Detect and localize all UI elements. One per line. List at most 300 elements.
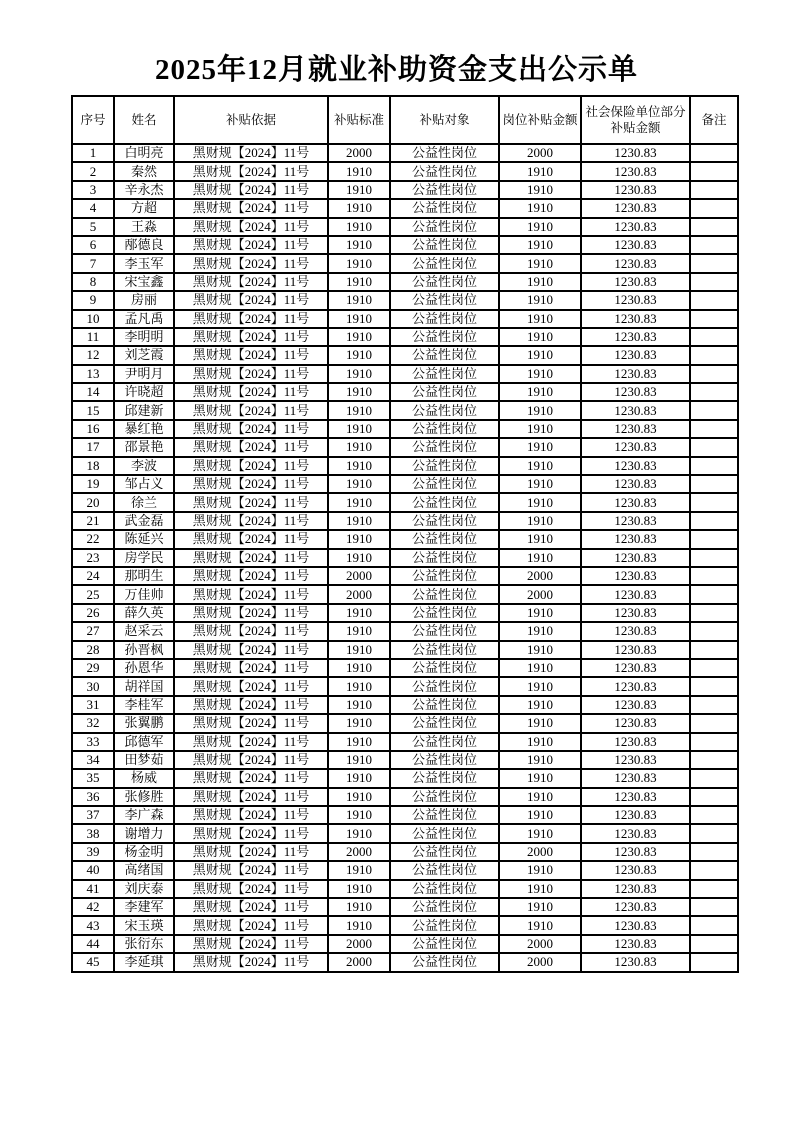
cell-standard: 1910 xyxy=(328,254,390,272)
cell-name: 房丽 xyxy=(114,291,174,309)
cell-target: 公益性岗位 xyxy=(390,254,499,272)
cell-basis: 黑财规【2024】11号 xyxy=(174,806,328,824)
cell-standard: 1910 xyxy=(328,714,390,732)
table-row xyxy=(72,916,738,934)
cell-standard: 1910 xyxy=(328,641,390,659)
cell-standard: 1910 xyxy=(328,751,390,769)
cell-index: 10 xyxy=(72,310,114,328)
cell-remark xyxy=(690,236,738,254)
cell-index: 40 xyxy=(72,861,114,879)
cell-basis: 黑财规【2024】11号 xyxy=(174,291,328,309)
cell-target: 公益性岗位 xyxy=(390,824,499,842)
cell-target: 公益性岗位 xyxy=(390,769,499,787)
cell-post-amount: 1910 xyxy=(499,438,581,456)
cell-index: 7 xyxy=(72,254,114,272)
cell-standard: 1910 xyxy=(328,493,390,511)
cell-basis: 黑财规【2024】11号 xyxy=(174,751,328,769)
table-row xyxy=(72,806,738,824)
cell-index: 1 xyxy=(72,144,114,162)
cell-index: 3 xyxy=(72,181,114,199)
cell-basis: 黑财规【2024】11号 xyxy=(174,420,328,438)
cell-name: 张翼鹏 xyxy=(114,714,174,732)
cell-insurance-amount: 1230.83 xyxy=(581,788,690,806)
cell-insurance-amount: 1230.83 xyxy=(581,457,690,475)
cell-basis: 黑财规【2024】11号 xyxy=(174,549,328,567)
cell-target: 公益性岗位 xyxy=(390,549,499,567)
cell-standard: 1910 xyxy=(328,916,390,934)
table-row xyxy=(72,254,738,272)
cell-remark xyxy=(690,475,738,493)
cell-basis: 黑财规【2024】11号 xyxy=(174,696,328,714)
cell-basis: 黑财规【2024】11号 xyxy=(174,401,328,419)
table-row xyxy=(72,880,738,898)
cell-name: 李桂军 xyxy=(114,696,174,714)
cell-index: 13 xyxy=(72,365,114,383)
column-header-post-amount: 岗位补贴金额 xyxy=(499,96,581,144)
cell-basis: 黑财规【2024】11号 xyxy=(174,659,328,677)
table-row xyxy=(72,659,738,677)
cell-name: 尹明月 xyxy=(114,365,174,383)
cell-target: 公益性岗位 xyxy=(390,604,499,622)
table-row xyxy=(72,181,738,199)
cell-remark xyxy=(690,530,738,548)
cell-insurance-amount: 1230.83 xyxy=(581,641,690,659)
cell-insurance-amount: 1230.83 xyxy=(581,475,690,493)
cell-post-amount: 1910 xyxy=(499,824,581,842)
cell-insurance-amount: 1230.83 xyxy=(581,585,690,603)
cell-target: 公益性岗位 xyxy=(390,273,499,291)
cell-standard: 1910 xyxy=(328,677,390,695)
cell-insurance-amount: 1230.83 xyxy=(581,420,690,438)
cell-standard: 1910 xyxy=(328,181,390,199)
cell-target: 公益性岗位 xyxy=(390,659,499,677)
cell-index: 12 xyxy=(72,346,114,364)
cell-remark xyxy=(690,512,738,530)
cell-target: 公益性岗位 xyxy=(390,438,499,456)
cell-index: 29 xyxy=(72,659,114,677)
cell-basis: 黑财规【2024】11号 xyxy=(174,328,328,346)
table-row xyxy=(72,310,738,328)
cell-post-amount: 2000 xyxy=(499,585,581,603)
table-row xyxy=(72,236,738,254)
cell-name: 邱建新 xyxy=(114,401,174,419)
cell-post-amount: 1910 xyxy=(499,493,581,511)
table-row xyxy=(72,843,738,861)
cell-remark xyxy=(690,438,738,456)
cell-standard: 1910 xyxy=(328,769,390,787)
cell-basis: 黑财规【2024】11号 xyxy=(174,880,328,898)
cell-standard: 1910 xyxy=(328,236,390,254)
cell-insurance-amount: 1230.83 xyxy=(581,181,690,199)
cell-standard: 1910 xyxy=(328,696,390,714)
cell-index: 37 xyxy=(72,806,114,824)
cell-basis: 黑财规【2024】11号 xyxy=(174,861,328,879)
cell-remark xyxy=(690,401,738,419)
cell-index: 45 xyxy=(72,953,114,971)
table-row xyxy=(72,530,738,548)
cell-post-amount: 1910 xyxy=(499,659,581,677)
cell-name: 武金磊 xyxy=(114,512,174,530)
cell-post-amount: 1910 xyxy=(499,254,581,272)
cell-post-amount: 1910 xyxy=(499,475,581,493)
cell-remark xyxy=(690,714,738,732)
cell-insurance-amount: 1230.83 xyxy=(581,218,690,236)
table-row xyxy=(72,714,738,732)
cell-insurance-amount: 1230.83 xyxy=(581,291,690,309)
cell-post-amount: 1910 xyxy=(499,291,581,309)
column-header-index: 序号 xyxy=(72,96,114,144)
cell-name: 那明生 xyxy=(114,567,174,585)
cell-remark xyxy=(690,144,738,162)
cell-index: 30 xyxy=(72,677,114,695)
cell-post-amount: 1910 xyxy=(499,457,581,475)
cell-remark xyxy=(690,916,738,934)
table-header-row xyxy=(72,96,738,144)
cell-name: 刘庆泰 xyxy=(114,880,174,898)
cell-index: 21 xyxy=(72,512,114,530)
cell-remark xyxy=(690,199,738,217)
cell-target: 公益性岗位 xyxy=(390,162,499,180)
cell-remark xyxy=(690,181,738,199)
cell-insurance-amount: 1230.83 xyxy=(581,659,690,677)
cell-insurance-amount: 1230.83 xyxy=(581,861,690,879)
cell-target: 公益性岗位 xyxy=(390,365,499,383)
cell-post-amount: 1910 xyxy=(499,880,581,898)
cell-name: 杨金明 xyxy=(114,843,174,861)
cell-post-amount: 1910 xyxy=(499,401,581,419)
cell-target: 公益性岗位 xyxy=(390,181,499,199)
table-row xyxy=(72,549,738,567)
cell-post-amount: 2000 xyxy=(499,843,581,861)
cell-post-amount: 1910 xyxy=(499,273,581,291)
cell-basis: 黑财规【2024】11号 xyxy=(174,218,328,236)
cell-post-amount: 1910 xyxy=(499,861,581,879)
cell-post-amount: 1910 xyxy=(499,236,581,254)
cell-index: 27 xyxy=(72,622,114,640)
cell-name: 方超 xyxy=(114,199,174,217)
cell-remark xyxy=(690,254,738,272)
cell-target: 公益性岗位 xyxy=(390,843,499,861)
cell-name: 刘芝霞 xyxy=(114,346,174,364)
table-row xyxy=(72,769,738,787)
table-row xyxy=(72,733,738,751)
cell-name: 邹占义 xyxy=(114,475,174,493)
cell-basis: 黑财规【2024】11号 xyxy=(174,457,328,475)
cell-post-amount: 1910 xyxy=(499,604,581,622)
cell-insurance-amount: 1230.83 xyxy=(581,751,690,769)
cell-standard: 1910 xyxy=(328,824,390,842)
cell-insurance-amount: 1230.83 xyxy=(581,824,690,842)
cell-index: 6 xyxy=(72,236,114,254)
cell-post-amount: 2000 xyxy=(499,567,581,585)
cell-basis: 黑财规【2024】11号 xyxy=(174,475,328,493)
cell-post-amount: 1910 xyxy=(499,181,581,199)
cell-target: 公益性岗位 xyxy=(390,806,499,824)
cell-remark xyxy=(690,383,738,401)
cell-insurance-amount: 1230.83 xyxy=(581,144,690,162)
cell-index: 4 xyxy=(72,199,114,217)
cell-remark xyxy=(690,457,738,475)
cell-name: 白明亮 xyxy=(114,144,174,162)
cell-name: 许晓超 xyxy=(114,383,174,401)
cell-standard: 1910 xyxy=(328,365,390,383)
cell-standard: 1910 xyxy=(328,273,390,291)
cell-basis: 黑财规【2024】11号 xyxy=(174,365,328,383)
table-row xyxy=(72,567,738,585)
cell-insurance-amount: 1230.83 xyxy=(581,236,690,254)
cell-insurance-amount: 1230.83 xyxy=(581,935,690,953)
cell-standard: 1910 xyxy=(328,733,390,751)
cell-insurance-amount: 1230.83 xyxy=(581,346,690,364)
cell-remark xyxy=(690,493,738,511)
cell-insurance-amount: 1230.83 xyxy=(581,604,690,622)
cell-basis: 黑财规【2024】11号 xyxy=(174,677,328,695)
cell-remark xyxy=(690,788,738,806)
cell-basis: 黑财规【2024】11号 xyxy=(174,144,328,162)
cell-post-amount: 1910 xyxy=(499,769,581,787)
column-header-standard: 补贴标准 xyxy=(328,96,390,144)
cell-target: 公益性岗位 xyxy=(390,401,499,419)
cell-target: 公益性岗位 xyxy=(390,861,499,879)
cell-insurance-amount: 1230.83 xyxy=(581,567,690,585)
cell-remark xyxy=(690,567,738,585)
cell-basis: 黑财规【2024】11号 xyxy=(174,512,328,530)
cell-index: 11 xyxy=(72,328,114,346)
cell-post-amount: 1910 xyxy=(499,696,581,714)
cell-post-amount: 2000 xyxy=(499,953,581,971)
table-row xyxy=(72,162,738,180)
cell-remark xyxy=(690,328,738,346)
cell-index: 32 xyxy=(72,714,114,732)
cell-basis: 黑财规【2024】11号 xyxy=(174,585,328,603)
table-row xyxy=(72,935,738,953)
cell-post-amount: 1910 xyxy=(499,641,581,659)
cell-standard: 1910 xyxy=(328,291,390,309)
cell-name: 万佳帅 xyxy=(114,585,174,603)
cell-post-amount: 1910 xyxy=(499,346,581,364)
cell-target: 公益性岗位 xyxy=(390,916,499,934)
cell-remark xyxy=(690,585,738,603)
cell-remark xyxy=(690,935,738,953)
cell-standard: 1910 xyxy=(328,383,390,401)
cell-name: 杨威 xyxy=(114,769,174,787)
cell-name: 孙晋枫 xyxy=(114,641,174,659)
cell-basis: 黑财规【2024】11号 xyxy=(174,733,328,751)
cell-name: 孙恩华 xyxy=(114,659,174,677)
cell-index: 5 xyxy=(72,218,114,236)
cell-remark xyxy=(690,880,738,898)
cell-target: 公益性岗位 xyxy=(390,567,499,585)
cell-post-amount: 1910 xyxy=(499,898,581,916)
cell-basis: 黑财规【2024】11号 xyxy=(174,788,328,806)
cell-standard: 1910 xyxy=(328,438,390,456)
cell-standard: 1910 xyxy=(328,162,390,180)
cell-insurance-amount: 1230.83 xyxy=(581,549,690,567)
cell-standard: 1910 xyxy=(328,512,390,530)
cell-basis: 黑财规【2024】11号 xyxy=(174,567,328,585)
cell-remark xyxy=(690,898,738,916)
cell-index: 24 xyxy=(72,567,114,585)
cell-index: 16 xyxy=(72,420,114,438)
cell-index: 39 xyxy=(72,843,114,861)
cell-post-amount: 1910 xyxy=(499,916,581,934)
cell-name: 田梦茹 xyxy=(114,751,174,769)
cell-name: 李建军 xyxy=(114,898,174,916)
cell-post-amount: 1910 xyxy=(499,806,581,824)
cell-remark xyxy=(690,273,738,291)
cell-target: 公益性岗位 xyxy=(390,144,499,162)
cell-target: 公益性岗位 xyxy=(390,530,499,548)
cell-target: 公益性岗位 xyxy=(390,346,499,364)
table-row xyxy=(72,898,738,916)
cell-insurance-amount: 1230.83 xyxy=(581,953,690,971)
cell-name: 胡祥国 xyxy=(114,677,174,695)
cell-insurance-amount: 1230.83 xyxy=(581,162,690,180)
cell-standard: 1910 xyxy=(328,475,390,493)
cell-insurance-amount: 1230.83 xyxy=(581,512,690,530)
page-title: 2025年12月就业补助资金支出公示单 xyxy=(154,54,638,86)
cell-standard: 1910 xyxy=(328,218,390,236)
cell-standard: 1910 xyxy=(328,328,390,346)
table-row xyxy=(72,383,738,401)
cell-post-amount: 1910 xyxy=(499,733,581,751)
cell-remark xyxy=(690,824,738,842)
cell-remark xyxy=(690,291,738,309)
cell-index: 35 xyxy=(72,769,114,787)
cell-index: 42 xyxy=(72,898,114,916)
cell-name: 薛久英 xyxy=(114,604,174,622)
cell-index: 43 xyxy=(72,916,114,934)
cell-index: 34 xyxy=(72,751,114,769)
cell-post-amount: 2000 xyxy=(499,935,581,953)
cell-basis: 黑财规【2024】11号 xyxy=(174,714,328,732)
cell-index: 19 xyxy=(72,475,114,493)
cell-name: 张衍东 xyxy=(114,935,174,953)
cell-standard: 2000 xyxy=(328,935,390,953)
cell-basis: 黑财规【2024】11号 xyxy=(174,438,328,456)
column-header-remark: 备注 xyxy=(690,96,738,144)
cell-remark xyxy=(690,733,738,751)
cell-standard: 1910 xyxy=(328,549,390,567)
cell-insurance-amount: 1230.83 xyxy=(581,365,690,383)
table-row xyxy=(72,420,738,438)
table-row xyxy=(72,677,738,695)
cell-basis: 黑财规【2024】11号 xyxy=(174,493,328,511)
cell-insurance-amount: 1230.83 xyxy=(581,843,690,861)
cell-post-amount: 1910 xyxy=(499,365,581,383)
cell-index: 26 xyxy=(72,604,114,622)
cell-standard: 1910 xyxy=(328,659,390,677)
cell-remark xyxy=(690,365,738,383)
cell-index: 8 xyxy=(72,273,114,291)
cell-target: 公益性岗位 xyxy=(390,585,499,603)
cell-target: 公益性岗位 xyxy=(390,733,499,751)
cell-target: 公益性岗位 xyxy=(390,751,499,769)
cell-insurance-amount: 1230.83 xyxy=(581,916,690,934)
cell-insurance-amount: 1230.83 xyxy=(581,622,690,640)
cell-standard: 1910 xyxy=(328,401,390,419)
subsidy-table xyxy=(71,95,739,973)
cell-basis: 黑财规【2024】11号 xyxy=(174,254,328,272)
cell-target: 公益性岗位 xyxy=(390,310,499,328)
table-row xyxy=(72,622,738,640)
cell-standard: 1910 xyxy=(328,457,390,475)
cell-standard: 1910 xyxy=(328,788,390,806)
cell-insurance-amount: 1230.83 xyxy=(581,898,690,916)
cell-basis: 黑财规【2024】11号 xyxy=(174,383,328,401)
cell-remark xyxy=(690,549,738,567)
cell-name: 孟凡禹 xyxy=(114,310,174,328)
cell-basis: 黑财规【2024】11号 xyxy=(174,310,328,328)
cell-basis: 黑财规【2024】11号 xyxy=(174,843,328,861)
cell-standard: 1910 xyxy=(328,898,390,916)
cell-insurance-amount: 1230.83 xyxy=(581,199,690,217)
cell-name: 宋宝鑫 xyxy=(114,273,174,291)
cell-name: 张修胜 xyxy=(114,788,174,806)
cell-target: 公益性岗位 xyxy=(390,475,499,493)
cell-insurance-amount: 1230.83 xyxy=(581,769,690,787)
cell-insurance-amount: 1230.83 xyxy=(581,273,690,291)
cell-target: 公益性岗位 xyxy=(390,493,499,511)
cell-standard: 2000 xyxy=(328,144,390,162)
cell-insurance-amount: 1230.83 xyxy=(581,383,690,401)
table-row xyxy=(72,346,738,364)
table-row xyxy=(72,291,738,309)
table-row xyxy=(72,641,738,659)
cell-index: 15 xyxy=(72,401,114,419)
table-row xyxy=(72,953,738,971)
cell-insurance-amount: 1230.83 xyxy=(581,733,690,751)
table-row xyxy=(72,457,738,475)
cell-basis: 黑财规【2024】11号 xyxy=(174,769,328,787)
cell-name: 赵采云 xyxy=(114,622,174,640)
cell-basis: 黑财规【2024】11号 xyxy=(174,181,328,199)
table-row xyxy=(72,328,738,346)
cell-name: 李明明 xyxy=(114,328,174,346)
cell-post-amount: 1910 xyxy=(499,714,581,732)
cell-insurance-amount: 1230.83 xyxy=(581,493,690,511)
cell-target: 公益性岗位 xyxy=(390,328,499,346)
cell-standard: 2000 xyxy=(328,567,390,585)
cell-name: 秦然 xyxy=(114,162,174,180)
cell-target: 公益性岗位 xyxy=(390,457,499,475)
cell-index: 38 xyxy=(72,824,114,842)
cell-remark xyxy=(690,162,738,180)
cell-standard: 1910 xyxy=(328,199,390,217)
table-row xyxy=(72,604,738,622)
cell-basis: 黑财规【2024】11号 xyxy=(174,916,328,934)
cell-remark xyxy=(690,677,738,695)
cell-remark xyxy=(690,604,738,622)
cell-standard: 1910 xyxy=(328,346,390,364)
table-row xyxy=(72,696,738,714)
cell-name: 宋玉瑛 xyxy=(114,916,174,934)
cell-standard: 1910 xyxy=(328,861,390,879)
table-body xyxy=(72,144,738,972)
cell-index: 36 xyxy=(72,788,114,806)
cell-standard: 2000 xyxy=(328,585,390,603)
column-header-insurance-amount: 社会保险单位部分补贴金额 xyxy=(581,96,690,144)
cell-index: 17 xyxy=(72,438,114,456)
cell-basis: 黑财规【2024】11号 xyxy=(174,641,328,659)
cell-post-amount: 1910 xyxy=(499,751,581,769)
cell-index: 31 xyxy=(72,696,114,714)
cell-index: 25 xyxy=(72,585,114,603)
cell-index: 44 xyxy=(72,935,114,953)
cell-name: 暴红艳 xyxy=(114,420,174,438)
cell-target: 公益性岗位 xyxy=(390,714,499,732)
cell-target: 公益性岗位 xyxy=(390,512,499,530)
